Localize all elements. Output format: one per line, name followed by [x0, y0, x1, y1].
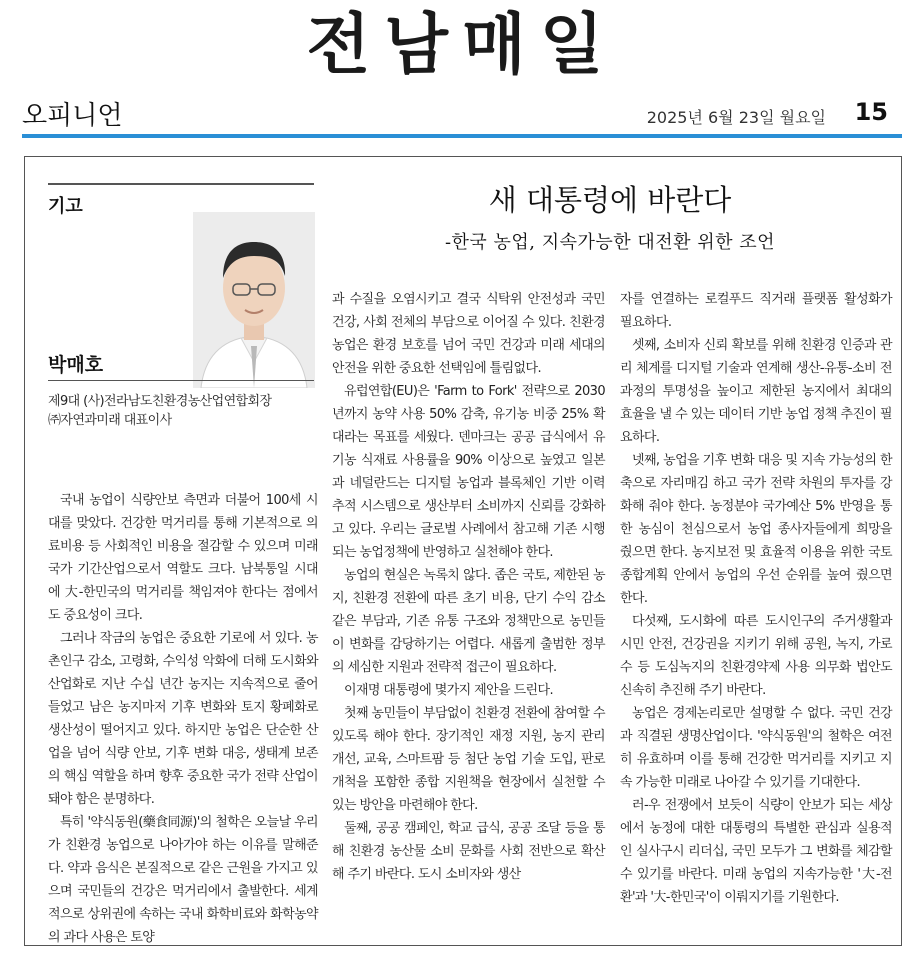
author-bio-line: ㈜자연과미래 대표이사	[48, 413, 172, 428]
paragraph: 그러나 작금의 농업은 중요한 기로에 서 있다. 농촌인구 감소, 고령화, 수익성 악화에 더해 도시화와 산업화로 지난 수십 년간 농지는 지속적으로 줄어들었고 남은 농지마저 기후 변화와 토지 황폐화로 생산성이 떨어지고 있다. 하지만 농업은 단순한 산업을 넘어 식량 안보, 기후 변화 대응, 생태계 보존의 핵심 역할을 하며 향후 중요한 국가 전략 산업이 돼야 함은 분명하다.	[48, 631, 318, 807]
article-title: 새 대통령에 바란다	[488, 183, 732, 217]
page-number: 15	[854, 98, 888, 126]
article-column-1	[48, 489, 318, 949]
author-name: 박매호	[48, 354, 104, 376]
kicker-rule	[48, 183, 314, 185]
issue-date: 2025년 6월 23일 월요일	[646, 108, 826, 127]
masthead	[0, 0, 924, 84]
name-rule	[48, 380, 314, 381]
paragraph: 농업의 현실은 녹록치 않다. 좁은 국토, 제한된 농지, 친환경 전환에 따른 초기 비용, 단기 수익 감소 같은 부담과, 기존 유통 구조와 정책만으로 농민들이 변화를 감당하기는 어렵다. 새롭게 출범한 정부의 세심한 지원과 전략적 접근이 필요하다.	[332, 568, 605, 675]
kicker-label: 기고	[48, 196, 83, 217]
paragraph: 이재명 대통령에 몇가지 제안을 드린다.	[344, 683, 553, 698]
section-name: 오피니언	[22, 101, 123, 131]
paragraph: 과 수질을 오염시키고 결국 식탁위 안전성과 국민 건강, 사회 전체의 부담으로 이어질 수 있다. 친환경 농업은 환경 보호를 넘어 국민 건강과 미래 세대의 안전을 위한 중요한 선택임에 틀림없다.	[332, 292, 605, 376]
paragraph: 유럽연합(EU)은 'Farm to Fork' 전략으로 2030년까지 농약 사용 50% 감축, 유기농 비중 25% 확대라는 목표를 세웠다. 덴마크는 공공 급식에서 유기농 식재료 사용률을 90% 이상으로 높였고 일본과 네덜란드는 디지털 농업과 블록체인 기반 이력 추적 시스템으로 생산부터 소비까지 신뢰를 강화하고 있다. 우리는 글로벌 사례에서 참고해 기존 시행되는 농업정책에 반영하고 실천해야 한다.	[332, 384, 605, 560]
header-rule	[22, 134, 902, 138]
paragraph: 넷째, 농업을 기후 변화 대응 및 지속 가능성의 한 축으로 자리매김 하고 국가 전략 차원의 투자를 강화해 줘야 한다. 농정분야 국가예산 5% 반영을 통한 농심이 천심으로서 농업 종사자들에게 희망을 줬으면 한다. 농지보전 및 효율적 이용을 위한 국토 종합계획 안에서 농업의 우선 순위를 높여 줬으면 한다.	[620, 453, 892, 606]
paragraph: 국내 농업이 식량안보 측면과 더불어 100세 시대를 맞았다. 건강한 먹거리를 통해 기본적으로 의료비용 등 사회적인 비용을 절감할 수 있으며 미래 국가 기간산업으로서 역할도 크다. 남북통일 시대에 大-한민국의 먹거리를 책임져야 한다는 점에서도 중요성이 크다.	[48, 493, 318, 623]
article-column-3	[620, 288, 892, 909]
article-column-2	[332, 288, 605, 886]
paragraph: 둘째, 공공 캠페인, 학교 급식, 공공 조달 등을 통해 친환경 농산물 소비 문화를 사회 전반으로 확산해 주기 바란다. 도시 소비자와 생산	[332, 821, 605, 882]
author-bio	[48, 392, 318, 430]
author-photo	[193, 212, 315, 388]
paragraph: 농업은 경제논리로만 설명할 수 없다. 국민 건강과 직결된 생명산업이다. '약식동원'의 철학은 여전히 유효하며 이를 통해 건강한 먹거리를 지키고 지속 가능한 미래로 나아갈 수 있기를 기대한다.	[620, 706, 892, 790]
paragraph: 다섯째, 도시화에 따른 도시인구의 주거생활과 시민 안전, 건강권을 지키기 위해 공원, 녹지, 가로수 등 도심녹지의 친환경약제 사용 의무화 법안도 신속히 추진해 주기 바란다.	[620, 614, 892, 698]
paragraph: 자를 연결하는 로컬푸드 직거래 플랫폼 활성화가 필요하다.	[620, 292, 892, 330]
newspaper-logo: 전남매일	[306, 6, 618, 83]
paragraph: 첫째 농민들이 부담없이 친환경 전환에 참여할 수 있도록 해야 한다. 장기적인 재정 지원, 농지 관리 개선, 교육, 스마트팜 등 첨단 농업 기술 도입, 판로 개척을 포함한 종합 지원책을 현장에서 실천할 수 있는 방안을 마련해야 한다.	[332, 706, 605, 813]
paragraph: 러-우 전쟁에서 보듯이 식량이 안보가 되는 세상에서 농정에 대한 대통령의 특별한 관심과 실용적인 실사구시 리더십, 국민 모두가 그 변화를 체감할 수 있기를 바란다. 미래 농업의 지속가능한 '大-전환'과 '大-한민국'이 이뤄지기를 기원한다.	[620, 798, 892, 905]
author-portrait-icon	[193, 212, 315, 388]
paragraph: 셋째, 소비자 신뢰 확보를 위해 친환경 인증과 관리 체계를 디지털 기술과 연계해 생산-유통-소비 전 과정의 투명성을 높이고 제한된 농지에서 최대의 효율을 낼 수 있는 데이터 기반 농업 정책 추진이 필요하다.	[620, 338, 892, 445]
article-subtitle: -한국 농업, 지속가능한 대전환 위한 조언	[444, 232, 776, 253]
author-bio-line: 제9대 (사)전라남도친환경농산업연합회장	[48, 394, 272, 409]
paragraph: 특히 '약식동원(藥食同源)'의 철학은 오늘날 우리가 친환경 농업으로 나아가야 하는 이유를 말해준다. 약과 음식은 본질적으로 같은 근원을 가지고 있으며 국민들의 건강은 먹거리에서 출발한다. 세계적으로 상위권에 속하는 국내 화학비료와 화학농약의 과다 사용은 토양	[48, 815, 318, 945]
